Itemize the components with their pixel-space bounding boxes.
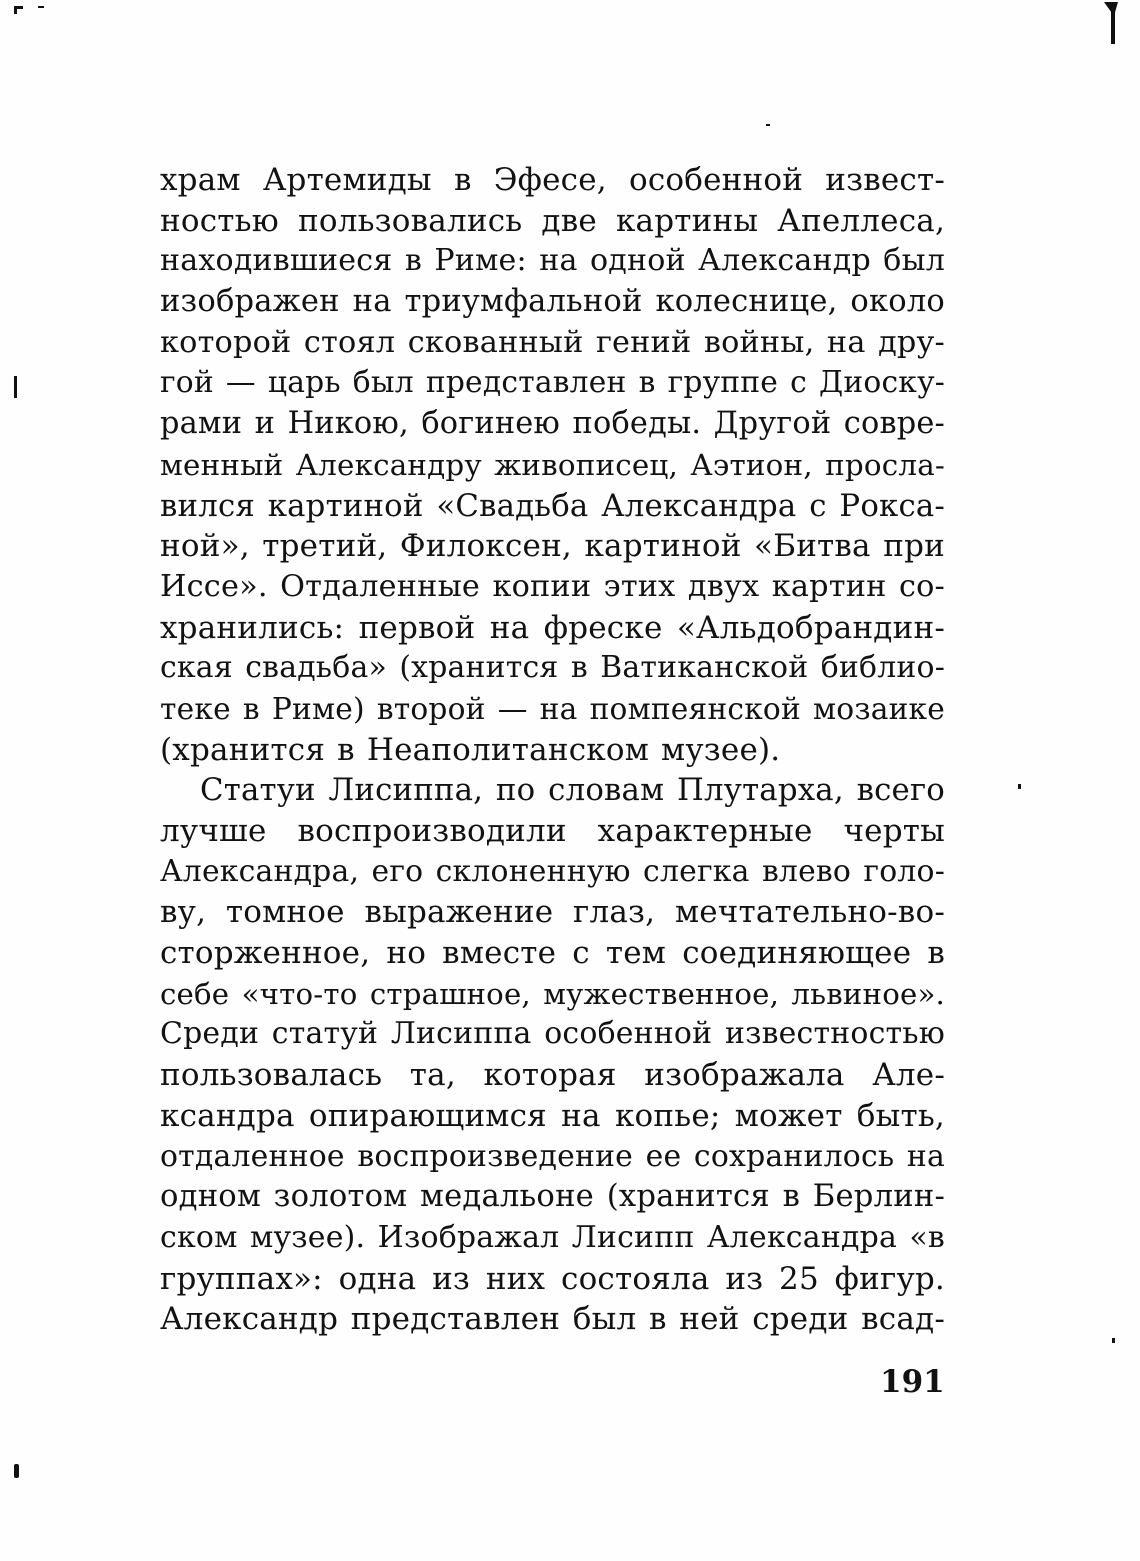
text-line: ной», третий, Филоксен, картиной «Битва при: [160, 528, 945, 565]
text-line: менный Александру живописец, Аэтион, просла-: [160, 447, 945, 482]
scan-speck: [14, 1464, 19, 1478]
text-line: (хранится в Неаполитанском музее).: [160, 731, 781, 768]
scan-speck: [14, 376, 17, 398]
paragraph: [160, 770, 945, 1340]
text-line: сторженное, но вместе с тем соединяющее в: [160, 935, 945, 972]
text-line: Александра, его склоненную слегка влево голо-: [160, 853, 945, 889]
scan-speck: [1018, 784, 1021, 789]
body-text: [160, 160, 945, 1340]
text-line: одном золотом медальоне (хранится в Берлин-: [160, 1179, 945, 1215]
text-line: группах»: одна из них состояла из 25 фигур.: [160, 1260, 945, 1297]
text-line: отдаленное воспроизведение ее сохранилось на: [160, 1138, 945, 1174]
paragraph: [160, 160, 945, 770]
scan-speck: [38, 6, 44, 8]
page-number: 191: [880, 1364, 945, 1400]
text-line: себе «что-то страшное, мужественное, львиное».: [160, 976, 945, 1011]
text-line: ностью пользовались две картины Апеллеса,: [160, 202, 945, 239]
text-line: теке в Риме) второй — на помпеянской мозаике: [160, 690, 945, 726]
text-line: ву, томное выражение глаз, мечтательно-во-: [160, 894, 945, 931]
scan-speck: [766, 124, 770, 126]
text-line: ксандра опирающимся на копье; может быть,: [160, 1097, 945, 1134]
text-line: изображен на триумфальной колеснице, около: [160, 284, 945, 320]
text-line: которой стоял скованный гений войны, на дру-: [160, 324, 945, 360]
text-line: Среди статуй Лисиппа особенной известностью: [160, 1016, 945, 1052]
text-line: лучше воспроизводили характерные черты: [160, 813, 945, 849]
text-line: ском музее). Изображал Лисипп Александра «в: [160, 1219, 945, 1255]
scan-edge-mark: [1111, 4, 1115, 44]
text-line: храм Артемиды в Эфесе, особенной извест-: [160, 162, 945, 198]
text-line: рами и Никою, богинею победы. Другой совре-: [160, 406, 945, 442]
text-line: хранились: первой на фреске «Альдобрандин-: [160, 609, 945, 646]
text-line: Статуи Лисиппа, по словам Плутарха, всего: [200, 772, 945, 809]
text-line: находившиеся в Риме: на одной Александр был: [160, 243, 945, 279]
text-line: вился картиной «Свадьба Александра с Рокса-: [160, 487, 945, 524]
text-line: Иссе». Отдаленные копии этих двух картин со-: [160, 568, 945, 604]
text-line: гой — царь был представлен в группе с Диоску-: [160, 365, 945, 401]
scan-speck: [1112, 1338, 1115, 1343]
text-line: ская свадьба» (хранится в Ватиканской библио-: [160, 650, 945, 686]
text-line: пользовалась та, которая изображала Але-: [160, 1057, 945, 1094]
text-line: Александр представлен был в ней среди всад-: [160, 1301, 945, 1338]
scan-speck: [14, 6, 17, 14]
